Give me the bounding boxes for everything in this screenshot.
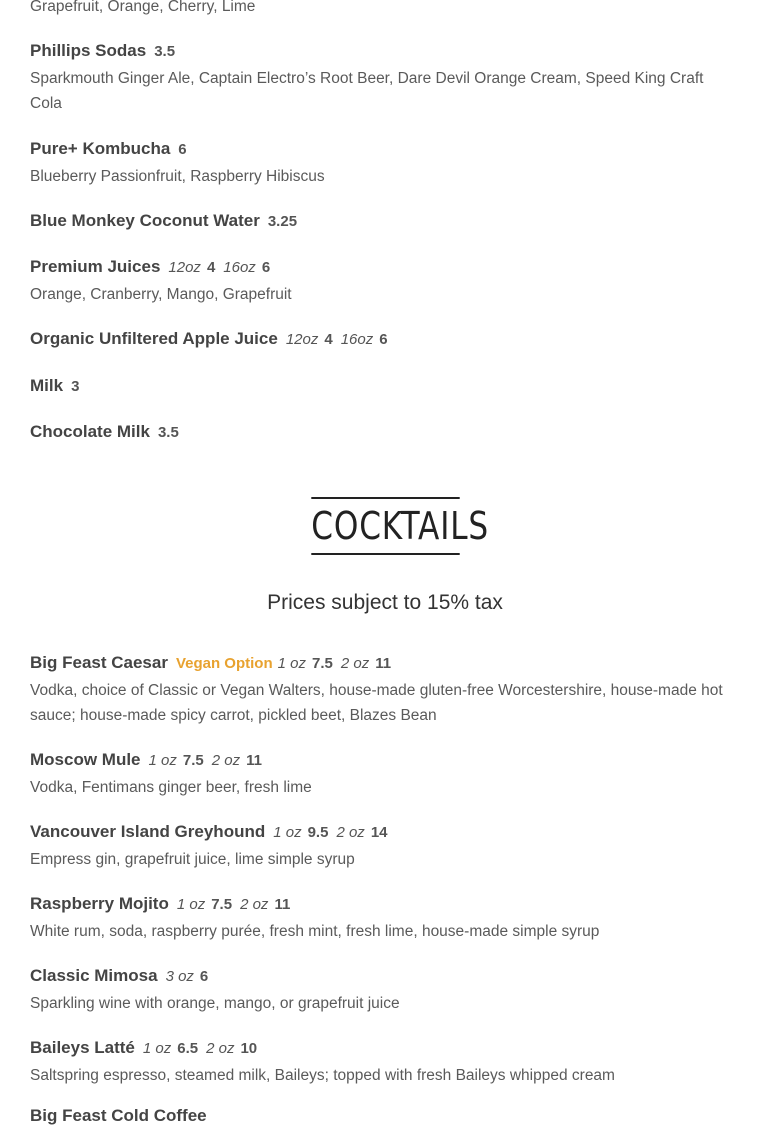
item-name: Raspberry Mojito bbox=[30, 894, 169, 913]
item-price: 7.5 bbox=[211, 896, 233, 913]
menu-item bbox=[30, 652, 730, 728]
item-price: 7.5 bbox=[182, 752, 204, 769]
item-description: Orange, Cranberry, Mango, Grapefruit bbox=[30, 286, 292, 303]
item-size: 1 oz bbox=[148, 752, 177, 769]
item-size: 3 oz bbox=[165, 968, 194, 985]
item-size: 2 oz bbox=[340, 655, 370, 672]
item-size: 1 oz bbox=[142, 1040, 172, 1057]
item-size: 2 oz bbox=[211, 752, 241, 769]
item-price: 14 bbox=[370, 824, 388, 841]
item-price: 9.5 bbox=[307, 824, 329, 841]
partial-item-description: Grapefruit, Orange, Cherry, Lime bbox=[30, 0, 256, 15]
item-size: 12oz bbox=[285, 331, 319, 348]
item-name: Milk bbox=[30, 376, 64, 395]
item-price: 4 bbox=[206, 259, 216, 276]
menu-item bbox=[30, 328, 730, 351]
item-name: Pure+ Kombucha bbox=[30, 139, 171, 158]
menu-item bbox=[30, 256, 730, 307]
item-name: Blue Monkey Coconut Water bbox=[30, 211, 260, 230]
menu-item bbox=[30, 965, 730, 1016]
item-price: 4 bbox=[324, 331, 333, 348]
item-name: Moscow Mule bbox=[30, 750, 141, 769]
item-name: Chocolate Milk bbox=[30, 422, 150, 441]
item-price: 3 bbox=[71, 378, 80, 395]
item-price: 6 bbox=[379, 331, 388, 348]
item-size: 16oz bbox=[340, 331, 374, 348]
menu-item bbox=[30, 749, 730, 800]
menu-item bbox=[30, 138, 730, 189]
tax-note: Prices subject to 15% tax bbox=[267, 591, 503, 614]
item-size: 2 oz bbox=[336, 824, 365, 841]
menu-item bbox=[30, 40, 730, 116]
item-size: 2 oz bbox=[206, 1040, 235, 1057]
item-description: Vodka, Fentimans ginger beer, fresh lime bbox=[30, 779, 312, 796]
item-name: Vancouver Island Greyhound bbox=[30, 822, 266, 841]
item-price: 3.5 bbox=[157, 424, 179, 441]
item-description: Saltspring espresso, steamed milk, Baileys; topped with fresh Baileys whipped cream bbox=[30, 1067, 615, 1084]
item-price: 3.25 bbox=[267, 213, 298, 230]
menu-item bbox=[30, 893, 730, 944]
item-name: Classic Mimosa bbox=[30, 966, 158, 985]
menu-item bbox=[30, 421, 730, 444]
menu-item bbox=[30, 1037, 730, 1088]
item-description: White rum, soda, raspberry purée, fresh mint, fresh lime, house-made simple syrup bbox=[30, 923, 600, 940]
item-price: 11 bbox=[274, 896, 291, 913]
item-description: Empress gin, grapefruit juice, lime simple syrup bbox=[30, 851, 355, 868]
item-size: 1 oz bbox=[277, 655, 306, 672]
item-description: Vodka, choice of Classic or Vegan Walters, house-made gluten-free Worcestershire, house-made hot sauce; house-made spicy carrot, pickled beet, Blazes Bean bbox=[30, 682, 723, 724]
vegan-option-tag: Vegan Option bbox=[175, 655, 273, 672]
item-price: 6 bbox=[178, 141, 187, 158]
item-description: Blueberry Passionfruit, Raspberry Hibiscus bbox=[30, 168, 325, 185]
item-size: 1 oz bbox=[176, 896, 206, 913]
item-price: 11 bbox=[246, 752, 262, 769]
menu-item bbox=[30, 375, 730, 398]
cut-off-item-name: Big Feast Cold Coffee bbox=[30, 1106, 207, 1125]
item-name: Organic Unfiltered Apple Juice bbox=[30, 329, 278, 348]
item-price: 11 bbox=[375, 655, 392, 672]
menu-item bbox=[30, 821, 730, 872]
item-price: 3.5 bbox=[154, 43, 176, 60]
item-description: Sparkling wine with orange, mango, or grapefruit juice bbox=[30, 995, 400, 1012]
item-price: 6 bbox=[261, 259, 271, 276]
section-title: COCKTAILS bbox=[311, 497, 459, 555]
item-name: Big Feast Caesar bbox=[30, 653, 168, 672]
item-price: 6.5 bbox=[177, 1040, 199, 1057]
item-price: 10 bbox=[240, 1040, 258, 1057]
item-name: Baileys Latté bbox=[30, 1038, 135, 1057]
item-size: 1 oz bbox=[273, 824, 302, 841]
item-size: 12oz bbox=[168, 259, 201, 276]
item-name: Premium Juices bbox=[30, 257, 161, 276]
item-description: Sparkmouth Ginger Ale, Captain Electro’s Root Beer, Dare Devil Orange Cream, Speed King Craft Cola bbox=[30, 70, 704, 112]
item-size: 2 oz bbox=[240, 896, 269, 913]
menu-item bbox=[30, 210, 730, 233]
item-price: 6 bbox=[199, 968, 209, 985]
item-size: 16oz bbox=[223, 259, 256, 276]
item-price: 7.5 bbox=[312, 655, 333, 672]
item-name: Phillips Sodas bbox=[30, 41, 147, 60]
